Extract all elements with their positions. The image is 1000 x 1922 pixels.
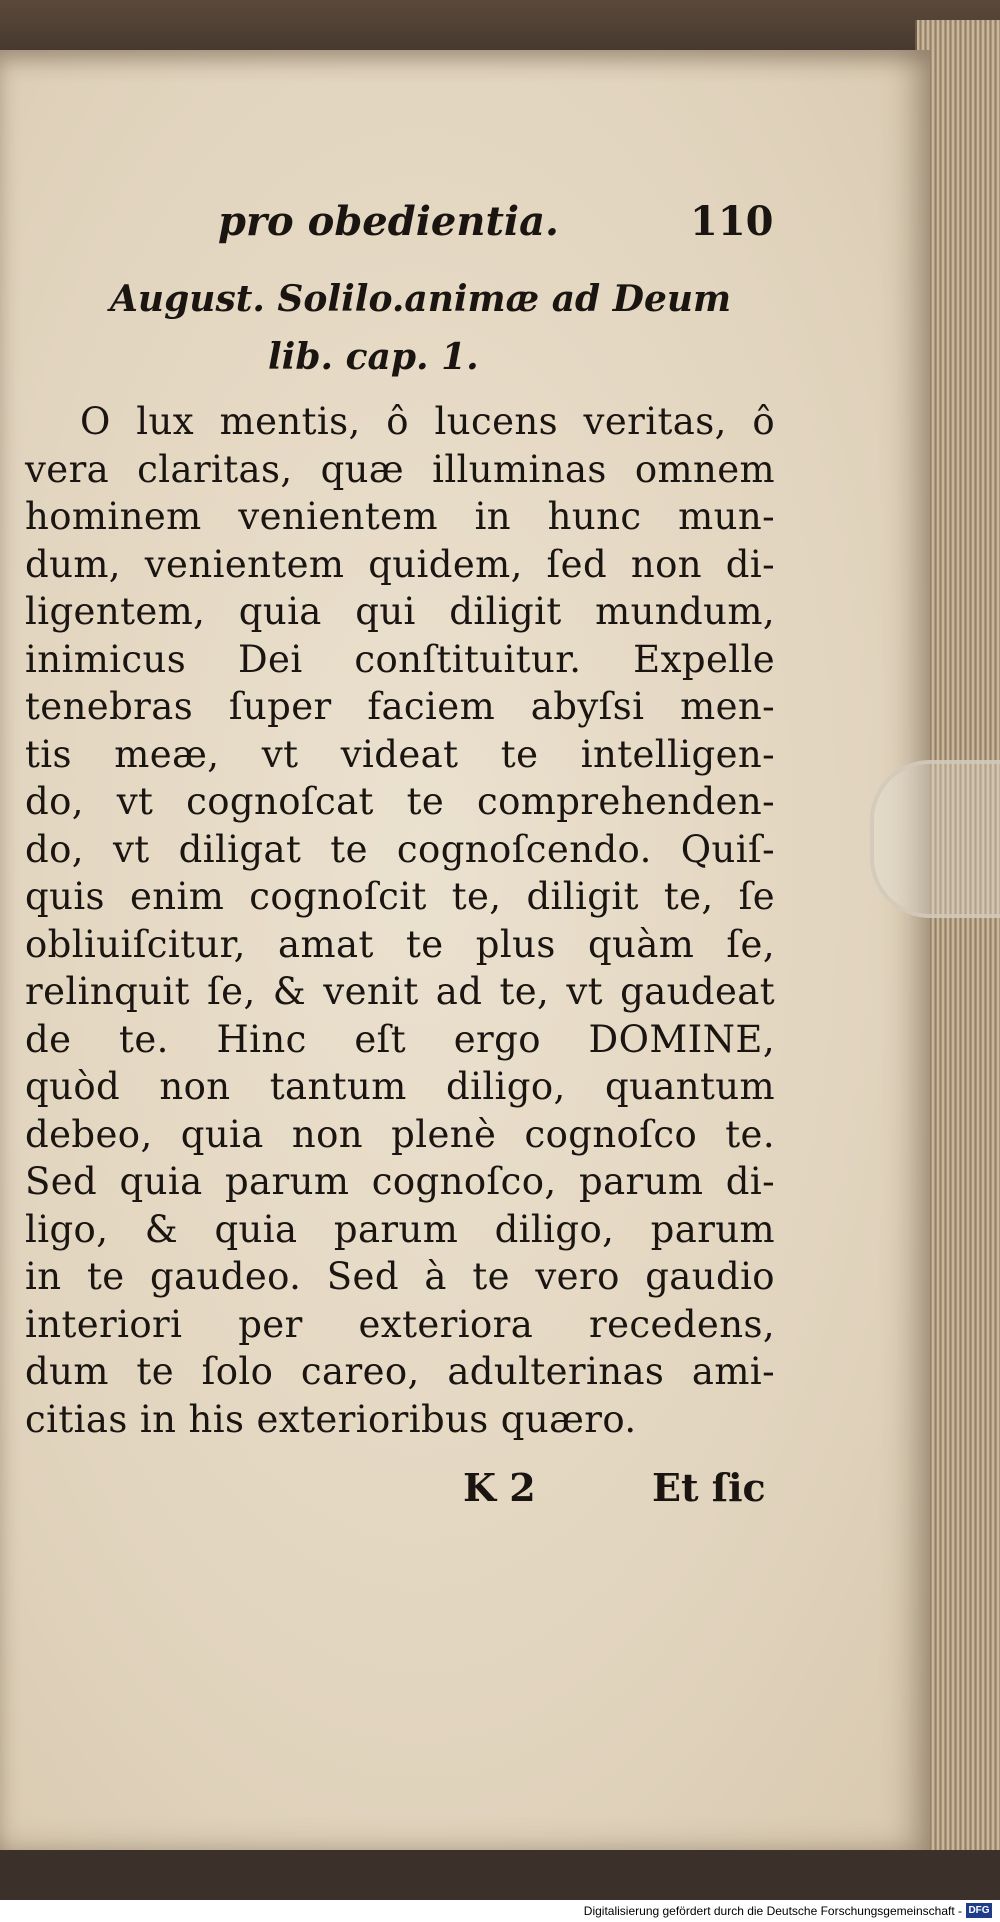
page-clip [870,760,1000,918]
source-citation-line1: August. Solilo.animæ ad Deum [110,278,732,320]
text-line: tis meæ, vt videat te intelligen- [25,732,775,776]
text-line: ligo, & quia parum diligo, parum [25,1207,775,1251]
catchword: Et ſic [652,1465,766,1510]
text-line: do, vt cognoſcat te comprehenden- [25,780,775,823]
text-line: dum, venientem quidem, ſed non di- [25,542,775,586]
source-citation-line2: lib. cap. 1. [268,336,479,378]
text-line: obliuiſcitur, amat te plus quàm ſe, [25,922,775,966]
signature-mark: K 2 [463,1465,536,1510]
text-line: O lux mentis, ô lucens veritas, ô [80,400,775,443]
text-line: inimicus Dei conſtituitur. Expelle [25,637,775,681]
text-line: dum te ſolo careo, adulterinas ami- [25,1350,775,1393]
text-line: interiori per exteriora recedens, [25,1302,775,1346]
text-line: quis enim cognoſcit te, diligit te, ſe [25,875,775,918]
page-number: 110 [690,198,774,245]
dfg-logo: DFG [966,1903,992,1918]
text-line: tenebras ſuper faciem abyſsi men- [25,685,775,728]
running-head: pro obedientia. [218,198,559,245]
text-line: ligentem, quia qui diligit mundum, [25,590,775,633]
text-line: quòd non tantum diligo, quantum [25,1065,775,1108]
text-line: vera claritas, quæ illuminas omnem [25,447,775,491]
text-line: de te. Hinc eſt ergo DOMINE, [25,1017,775,1061]
text-line: do, vt diligat te cognoſcendo. Quiſ- [25,827,775,871]
scan-bottom-margin [0,1850,1000,1900]
text-line: in te gaudeo. Sed à te vero gaudio [25,1255,775,1298]
text-line: hominem venientem in hunc mun- [25,495,775,538]
text-line: debeo, quia non plenè cognoſco te. [25,1112,775,1156]
digitization-credit: Digitalisierung gefördert durch die Deutsche Forschungsgemeinschaft - [583,1904,962,1918]
text-line: relinquit ſe, & venit ad te, vt gaudeat [25,970,775,1013]
text-line: Sed quia parum cognoſco, parum di- [25,1160,775,1203]
text-line: citias in his exterioribus quæro. [25,1397,637,1441]
